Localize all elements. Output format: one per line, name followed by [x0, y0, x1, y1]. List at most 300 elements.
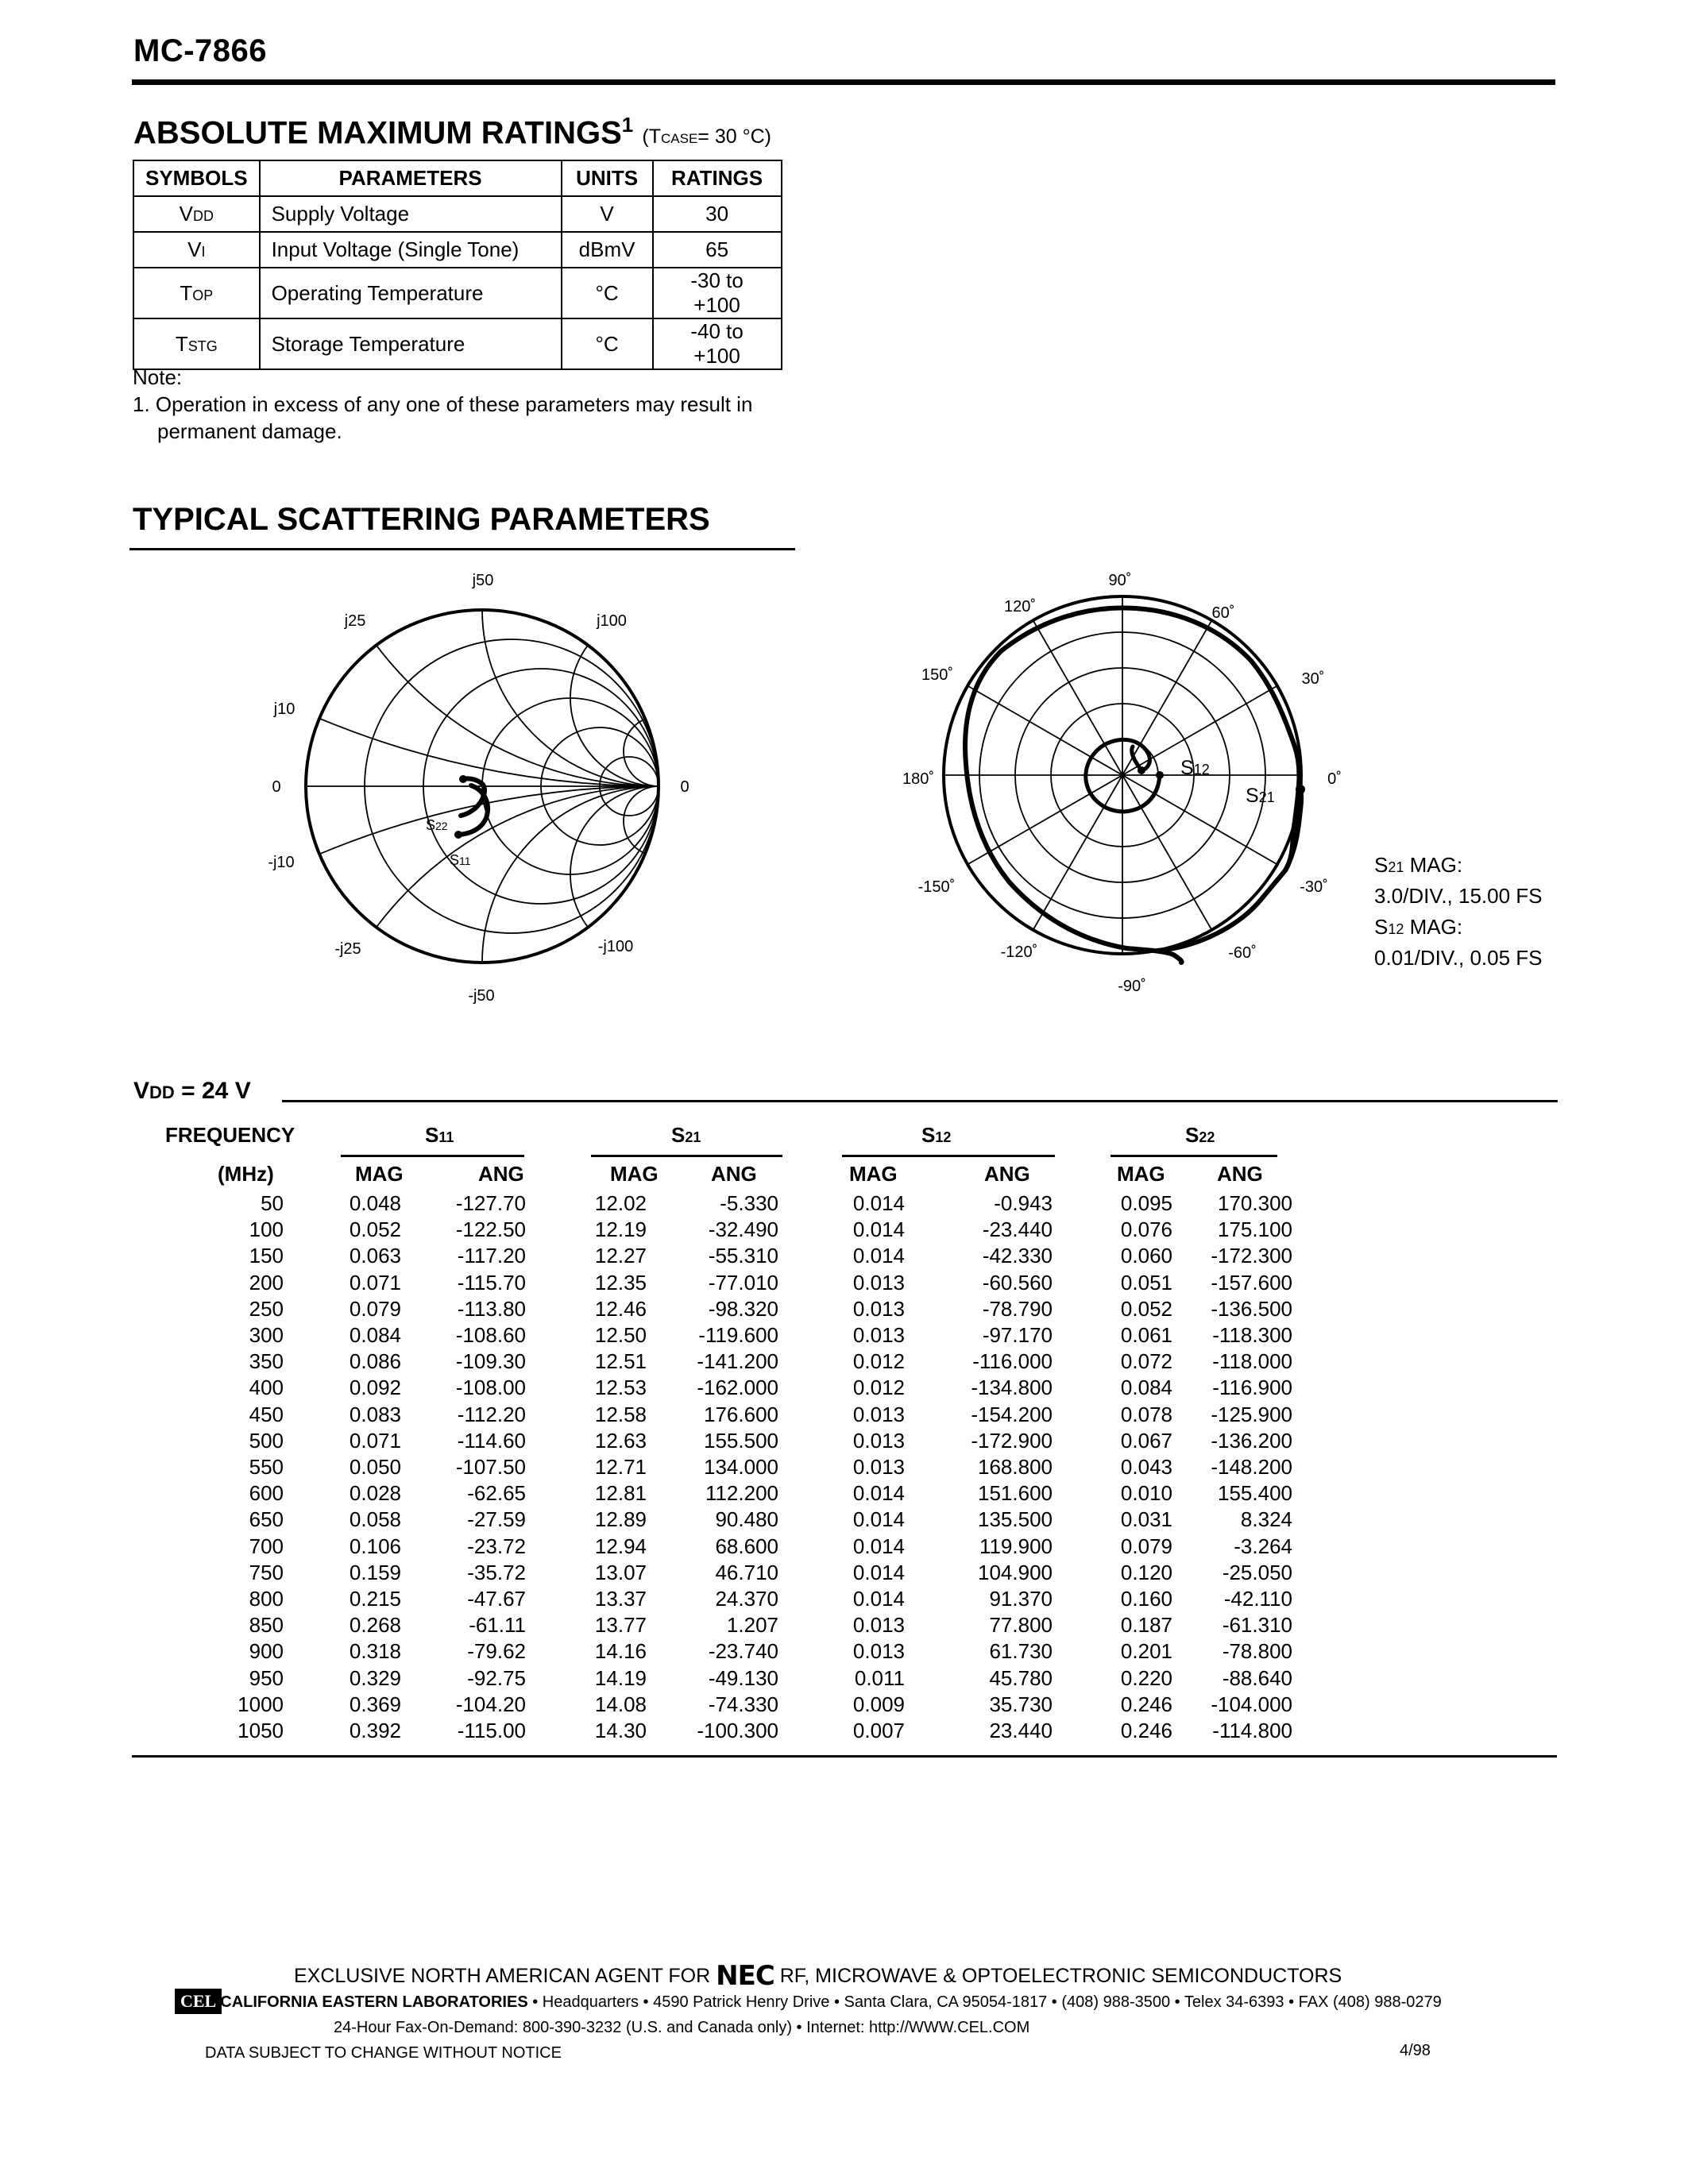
- s11-mag-cell: 0.084: [349, 1323, 401, 1347]
- scale-s12-value: 0.01/DIV., 0.05 FS: [1374, 946, 1543, 970]
- s12-mag-cell: 0.014: [852, 1534, 905, 1558]
- note-line-2: permanent damage.: [157, 419, 342, 443]
- smith-chart: [262, 556, 707, 1017]
- s22-mag-cell: 0.078: [1120, 1402, 1172, 1426]
- polar-grid: [944, 596, 1301, 954]
- parameter-cell: Input Voltage (Single Tone): [260, 232, 562, 268]
- parameter-cell: Storage Temperature: [260, 318, 562, 369]
- s22-mag-cell: 0.079: [1120, 1534, 1172, 1558]
- symbol-sub: I: [201, 244, 206, 260]
- header-rule: [132, 79, 1555, 85]
- s11-mag-cell: 0.079: [349, 1296, 401, 1321]
- s22-ang-cell: -78.800: [1222, 1639, 1292, 1664]
- group-rule-s11: [341, 1155, 524, 1157]
- s22-mag-cell: 0.160: [1120, 1587, 1172, 1611]
- smith-label-left-zero: 0: [272, 778, 281, 796]
- s21-mag-cell: 12.19: [594, 1217, 647, 1242]
- vdd-condition: [133, 1078, 251, 1105]
- s12-mag-cell: 0.014: [852, 1560, 905, 1584]
- s21-mag-cell: 13.77: [594, 1613, 647, 1638]
- scattering-rule: [129, 548, 795, 550]
- s11-mag-cell: 0.106: [349, 1534, 401, 1558]
- note-label: Note:: [133, 365, 183, 389]
- s11-mag-header: MAG: [355, 1162, 404, 1186]
- symbol: V: [187, 237, 202, 261]
- s22-mag-cell: 0.061: [1120, 1323, 1172, 1347]
- col-units: UNITS: [562, 160, 653, 196]
- s11-ang-cell: -122.50: [455, 1217, 526, 1242]
- polar-label-30: 30˚: [1301, 670, 1325, 688]
- s21-mag-header: MAG: [610, 1162, 659, 1186]
- s22-ang-cell: -42.110: [1223, 1587, 1292, 1611]
- group-s12: [921, 1123, 951, 1148]
- s21-ang-header: ANG: [711, 1162, 757, 1186]
- s22-mag-cell: 0.120: [1120, 1560, 1172, 1584]
- s22-mag-cell: 0.060: [1120, 1244, 1172, 1268]
- polar-label-90: 90˚: [1108, 572, 1132, 589]
- vdd-value: = 24 V: [174, 1078, 251, 1104]
- s11-mag-cell: 0.052: [349, 1217, 401, 1242]
- s12-ang-cell: -0.943: [994, 1191, 1053, 1215]
- s21-mag-cell: 12.71: [594, 1455, 647, 1479]
- s22-mag-cell: 0.220: [1120, 1665, 1172, 1690]
- s11-ang-cell: -113.80: [457, 1296, 526, 1321]
- s12-mag-cell: 0.007: [852, 1719, 905, 1742]
- s21-mag-cell: 12.02: [594, 1191, 647, 1215]
- s11-ang-cell: -114.60: [457, 1428, 526, 1453]
- table-bottom-rule: [132, 1755, 1557, 1758]
- s12-ang-cell: -116.000: [972, 1349, 1053, 1374]
- scale-s21-label: MAG:: [1409, 853, 1463, 877]
- scale-s21: S21 MAG:: [1374, 853, 1463, 877]
- s12-end-marker: [1138, 766, 1145, 774]
- s11-mag-cell: 0.071: [349, 1428, 401, 1453]
- smith-label-s11: S11: [450, 852, 471, 868]
- col-ratings: RATINGS: [653, 160, 782, 196]
- smith-label-mj10: -j10: [268, 854, 295, 871]
- table-header-row: [133, 160, 782, 196]
- scale-s12: S12 MAG:: [1374, 915, 1463, 939]
- s11-ang-cell: -115.70: [457, 1270, 526, 1295]
- company-name: CALIFORNIA EASTERN LABORATORIES: [220, 1993, 528, 2011]
- freq-cell: 100: [249, 1217, 284, 1242]
- parameter-cell: Operating Temperature: [260, 268, 562, 318]
- s21-ang-cell: 46.710: [715, 1560, 778, 1584]
- s21-sub: 21: [1258, 789, 1275, 805]
- polar-label-120: 120˚: [1003, 598, 1037, 615]
- group-s11: [425, 1123, 454, 1148]
- company-line: [176, 1990, 1442, 2012]
- s21-ang-cell: -98.320: [708, 1296, 778, 1321]
- s11-ang-cell: -127.70: [455, 1191, 526, 1215]
- s12-mag-cell: 0.013: [852, 1270, 905, 1295]
- s22-ang-cell: -61.310: [1222, 1613, 1292, 1638]
- s22-mag-cell: 0.076: [1120, 1217, 1172, 1242]
- s22-ang-cell: -118.000: [1212, 1349, 1292, 1374]
- s21-mag-cell: 12.50: [594, 1323, 647, 1347]
- s21-ang-cell: -162.000: [697, 1376, 778, 1400]
- s12-sub: 12: [1193, 762, 1210, 778]
- s22-ang-cell: 8.324: [1240, 1507, 1292, 1532]
- freq-cell: 1050: [238, 1719, 284, 1742]
- smith-label-mj100: -j100: [597, 938, 634, 955]
- freq-unit: (MHz): [218, 1162, 274, 1186]
- s11-ang-cell: -107.50: [455, 1455, 526, 1479]
- smith-label-j10: j10: [273, 700, 295, 718]
- s22-ang-header: ANG: [1217, 1162, 1263, 1186]
- s12-mag-cell: 0.014: [852, 1244, 905, 1268]
- s12-mag-cell: 0.013: [852, 1323, 905, 1347]
- s22-ang-cell: -136.200: [1211, 1428, 1292, 1453]
- s22-ang-cell: -25.050: [1222, 1560, 1292, 1584]
- s12-mag-cell: 0.014: [852, 1191, 905, 1215]
- group-s22: [1185, 1123, 1215, 1148]
- s22-ang-cell: 175.100: [1218, 1217, 1292, 1242]
- s21-start-marker: [1296, 785, 1305, 794]
- polar-label-m150: -150˚: [917, 878, 956, 896]
- s11-mag-cell: 0.215: [349, 1587, 401, 1611]
- nec-logo: NEC: [716, 1960, 774, 1992]
- s12-mag-cell: 0.013: [852, 1455, 905, 1479]
- s11-mag-cell: 0.063: [349, 1244, 401, 1268]
- s11-mag-cell: 0.028: [349, 1481, 401, 1506]
- s21-ang-cell: -23.740: [708, 1639, 778, 1664]
- symbol-cell: [133, 196, 260, 232]
- s21-ang-cell: 134.000: [704, 1455, 778, 1479]
- s22-ang-cell: -3.264: [1234, 1534, 1292, 1558]
- unit-cell: dBmV: [562, 232, 653, 268]
- s12-mag-cell: 0.013: [852, 1639, 905, 1664]
- smith-label-mj25: -j25: [334, 940, 361, 958]
- vdd-v: V: [133, 1078, 150, 1104]
- group-s11-sub: 11: [438, 1129, 454, 1145]
- group-s21-sub: 21: [685, 1129, 701, 1145]
- freq-cell: 1000: [238, 1692, 284, 1716]
- s21-mag-cell: 14.30: [594, 1719, 647, 1742]
- s22-mag-cell: 0.031: [1120, 1507, 1172, 1532]
- part-number: MC-7866: [133, 33, 268, 68]
- s22-ang-cell: -136.500: [1211, 1296, 1292, 1321]
- condition-sub: CASE: [661, 131, 698, 147]
- s12-mag-cell: 0.009: [852, 1692, 905, 1716]
- s21-mag-cell: 14.19: [594, 1665, 647, 1690]
- s22-mag-header: MAG: [1117, 1162, 1165, 1186]
- agent-pre: EXCLUSIVE NORTH AMERICAN AGENT FOR: [294, 1965, 711, 1987]
- smith-label-j100: j100: [597, 612, 627, 630]
- s21-mag-cell: 12.35: [594, 1270, 647, 1295]
- symbol-sub: STG: [187, 338, 218, 354]
- group-s22-s: S: [1185, 1123, 1199, 1147]
- x-arc: [262, 556, 707, 786]
- s11-ang-header: ANG: [478, 1162, 524, 1186]
- freq-cell: 700: [249, 1534, 284, 1558]
- s21-mag-cell: 12.58: [594, 1402, 647, 1426]
- fax-line: 24-Hour Fax-On-Demand: 800-390-3232 (U.S. and Canada only) • Internet: http://WWW.CEL.COM: [334, 2019, 1030, 2036]
- col-parameters: PARAMETERS: [260, 160, 562, 196]
- s21-ang-cell: -32.490: [708, 1217, 778, 1242]
- group-s12-s: S: [921, 1123, 936, 1147]
- footnote-mark: 1: [621, 113, 634, 137]
- freq-cell: 550: [249, 1455, 284, 1479]
- freq-cell: 500: [249, 1428, 284, 1453]
- smith-label-mj50: -j50: [468, 987, 495, 1005]
- s12-ang-cell: 45.780: [989, 1665, 1053, 1690]
- s21-ang-cell: 90.480: [715, 1507, 778, 1532]
- s22-ang-cell: 170.300: [1218, 1191, 1292, 1215]
- smith-label-right-zero: 0: [680, 778, 689, 796]
- polar-label-m30: -30˚: [1300, 878, 1328, 896]
- s22-mag-cell: 0.051: [1120, 1270, 1172, 1295]
- s12-mag-cell: 0.014: [852, 1587, 905, 1611]
- s11-mag-cell: 0.268: [349, 1613, 401, 1638]
- s12-ang-cell: -154.200: [971, 1402, 1053, 1426]
- s21-mag-cell: 12.63: [594, 1428, 647, 1453]
- s12-ang-cell: -23.440: [982, 1217, 1053, 1242]
- group-s21-s: S: [671, 1123, 686, 1147]
- col-symbols: SYMBOLS: [133, 160, 260, 196]
- freq-cell: 300: [249, 1323, 284, 1347]
- polar-label-s21: [1246, 785, 1275, 807]
- s21-mag-cell: 13.07: [594, 1560, 647, 1584]
- s12-ang-cell: 91.370: [989, 1587, 1053, 1611]
- s11-ang-cell: -23.72: [467, 1534, 526, 1558]
- s11-ang-cell: -109.30: [455, 1349, 526, 1374]
- s21-ang-cell: -55.310: [708, 1244, 778, 1268]
- s22-start-marker: [459, 775, 467, 783]
- freq-cell: 950: [249, 1665, 284, 1690]
- s11-ang-cell: -112.20: [457, 1402, 526, 1426]
- table-row: [133, 196, 782, 232]
- abs-max-table: [133, 160, 782, 370]
- s11-mag-cell: 0.369: [349, 1692, 401, 1716]
- polar-label-150: 150˚: [921, 666, 954, 684]
- s12-ang-cell: 151.600: [978, 1481, 1053, 1506]
- s21-ang-cell: 68.600: [715, 1534, 778, 1558]
- unit-cell: °C: [562, 268, 653, 318]
- s22-ang-cell: 155.400: [1218, 1481, 1292, 1506]
- s11-mag-cell: 0.048: [349, 1191, 401, 1215]
- s22-ang-cell: -125.900: [1211, 1402, 1292, 1426]
- s11-ang-cell: -79.62: [467, 1639, 526, 1664]
- s22-mag-cell: 0.187: [1120, 1613, 1172, 1638]
- freq-cell: 900: [249, 1639, 284, 1664]
- s22-mag-cell: 0.084: [1120, 1376, 1172, 1400]
- table-row: [133, 268, 782, 318]
- smith-label-j50: j50: [472, 572, 494, 589]
- freq-cell: 450: [249, 1402, 284, 1426]
- disclaimer: DATA SUBJECT TO CHANGE WITHOUT NOTICE: [205, 2044, 562, 2062]
- s22-ang-cell: -148.200: [1211, 1455, 1292, 1479]
- parameter-cell: Supply Voltage: [260, 196, 562, 232]
- vdd-sub: DD: [149, 1082, 175, 1102]
- s11-mag-cell: 0.318: [349, 1639, 401, 1664]
- freq-cell: 200: [249, 1270, 284, 1295]
- s22-mag-cell: 0.010: [1120, 1481, 1172, 1506]
- note-line-1: 1. Operation in excess of any one of these parameters may result in: [133, 392, 753, 416]
- s22-ang-cell: -114.800: [1212, 1719, 1292, 1742]
- s11-mag-cell: 0.083: [349, 1402, 401, 1426]
- polar-label-60: 60˚: [1211, 604, 1235, 622]
- s22-ang-cell: -88.640: [1222, 1665, 1292, 1690]
- s12-mag-header: MAG: [849, 1162, 898, 1186]
- s12-ang-cell: -97.170: [982, 1323, 1053, 1347]
- s11-ang-cell: -61.11: [469, 1613, 526, 1638]
- freq-cell: 50: [261, 1191, 284, 1215]
- symbol-sub: DD: [192, 208, 214, 224]
- s12-start-marker: [1156, 771, 1164, 779]
- s12-ang-cell: -172.900: [971, 1428, 1053, 1453]
- polar-label-m60: -60˚: [1228, 944, 1257, 962]
- freq-header: FREQUENCY: [165, 1123, 295, 1147]
- table-row: [133, 318, 782, 369]
- freq-cell: 150: [249, 1244, 284, 1268]
- s12-mag-cell: 0.011: [854, 1665, 905, 1690]
- polar-label-m90: -90˚: [1118, 978, 1146, 995]
- symbol-cell: [133, 318, 260, 369]
- s11-ang-cell: -27.59: [467, 1507, 526, 1532]
- scale-s12-label: MAG:: [1409, 915, 1463, 939]
- s11-mag-cell: 0.086: [349, 1349, 401, 1374]
- s11-ang-cell: -108.00: [455, 1376, 526, 1400]
- s11-ang-cell: -104.20: [455, 1692, 526, 1716]
- s11-ang-cell: -47.67: [467, 1587, 526, 1611]
- s11-mag-cell: 0.092: [349, 1376, 401, 1400]
- s11-mag-cell: 0.392: [349, 1719, 401, 1742]
- s22-ang-cell: -118.300: [1212, 1323, 1292, 1347]
- s21-mag-cell: 12.94: [594, 1534, 647, 1558]
- freq-cell: 600: [249, 1481, 284, 1506]
- freq-cell: 350: [249, 1349, 284, 1374]
- polar-chart: [890, 556, 1350, 1009]
- symbol-cell: [133, 232, 260, 268]
- s12-ang-cell: 35.730: [989, 1692, 1053, 1716]
- case-condition: [642, 125, 771, 148]
- s22-mag-cell: 0.067: [1120, 1428, 1172, 1453]
- smith-label-j25: j25: [344, 612, 366, 630]
- s21-ang-cell: -77.010: [708, 1270, 778, 1295]
- group-rule-s21: [591, 1155, 782, 1157]
- s21-mag-cell: 13.37: [594, 1587, 647, 1611]
- s11-ang-cell: -62.65: [467, 1481, 526, 1506]
- s12-mag-cell: 0.013: [852, 1613, 905, 1638]
- group-s21: [671, 1123, 701, 1148]
- s22-ang-cell: -104.000: [1211, 1692, 1292, 1716]
- s21-ang-cell: 176.600: [704, 1402, 778, 1426]
- s21-ang-cell: -119.600: [698, 1323, 778, 1347]
- group-s12-sub: 12: [935, 1129, 952, 1145]
- polar-label-s12: [1180, 757, 1210, 779]
- s22-ang-cell: -116.900: [1212, 1376, 1292, 1400]
- s12-ang-cell: -42.330: [982, 1244, 1053, 1268]
- s12-ang-cell: 104.900: [978, 1560, 1053, 1584]
- condition-post: = 30 °C): [697, 125, 771, 149]
- s11-ang-cell: -35.72: [467, 1560, 526, 1584]
- s21-ang-cell: -141.200: [697, 1349, 778, 1374]
- s11-mag-cell: 0.159: [349, 1560, 401, 1584]
- revision-date: 4/98: [1400, 2042, 1431, 2059]
- s12-mag-cell: 0.012: [852, 1376, 905, 1400]
- symbol: T: [180, 280, 193, 305]
- s11-start-marker: [454, 831, 462, 839]
- x-arc: [570, 610, 707, 786]
- symbol: V: [179, 202, 193, 226]
- agent-line: [294, 1960, 1342, 1992]
- polar-label-0: 0˚: [1327, 770, 1342, 788]
- s21-ang-cell: -100.300: [697, 1719, 778, 1742]
- s22-mag-cell: 0.072: [1120, 1349, 1172, 1374]
- s22-ang-cell: -157.600: [1211, 1270, 1292, 1295]
- polar-label-m120: -120˚: [1000, 943, 1038, 961]
- s12-ang-cell: 168.800: [978, 1455, 1053, 1479]
- polar-label-180: 180˚: [902, 770, 935, 788]
- s21-ang-cell: -49.130: [708, 1665, 778, 1690]
- s22-mag-cell: 0.246: [1120, 1692, 1172, 1716]
- abs-max-title-text: ABSOLUTE MAXIMUM RATINGS: [133, 115, 622, 151]
- s12-ang-cell: -134.800: [971, 1376, 1053, 1400]
- group-s11-s: S: [425, 1123, 439, 1147]
- s12-ang-cell: -78.790: [982, 1296, 1053, 1321]
- s22-mag-cell: 0.043: [1120, 1455, 1172, 1479]
- s11-ang-cell: -92.75: [467, 1665, 526, 1690]
- freq-cell: 850: [249, 1613, 284, 1638]
- s21-mag-cell: 12.53: [594, 1376, 647, 1400]
- s12-mag-cell: 0.013: [852, 1428, 905, 1453]
- group-rule-s12: [842, 1155, 1055, 1157]
- condition-pre: (T: [642, 125, 661, 149]
- freq-cell: 250: [249, 1296, 284, 1321]
- s11-ang-cell: -117.20: [457, 1244, 526, 1268]
- s22-ang-cell: -172.300: [1211, 1244, 1292, 1268]
- s21-ang-cell: -5.330: [720, 1191, 778, 1215]
- cel-logo: CEL: [176, 1990, 220, 2012]
- s21-mag-cell: 12.51: [594, 1349, 647, 1374]
- s11-mag-cell: 0.050: [349, 1455, 401, 1479]
- s21-mag-cell: 12.89: [594, 1507, 647, 1532]
- s11-ang-cell: -108.60: [455, 1323, 526, 1347]
- s22-mag-cell: 0.201: [1120, 1639, 1172, 1664]
- s21-ang-cell: -74.330: [708, 1692, 778, 1716]
- vdd-rule: [282, 1100, 1558, 1102]
- freq-cell: 750: [249, 1560, 284, 1584]
- s21-ang-cell: 24.370: [715, 1587, 778, 1611]
- s12-ang-cell: 119.900: [979, 1534, 1053, 1558]
- s12-ang-cell: 61.730: [989, 1639, 1053, 1664]
- s21-mag-cell: 14.16: [594, 1639, 647, 1664]
- s21-mag-cell: 12.46: [594, 1296, 647, 1321]
- s22-mag-cell: 0.095: [1120, 1191, 1172, 1215]
- s11-mag-cell: 0.329: [349, 1665, 401, 1690]
- s11-ang-cell: -115.00: [457, 1719, 526, 1742]
- s12-mag-cell: 0.014: [852, 1217, 905, 1242]
- s11-mag-cell: 0.058: [349, 1507, 401, 1532]
- unit-cell: V: [562, 196, 653, 232]
- s12-ang-cell: 23.440: [989, 1719, 1053, 1742]
- table-row: [133, 232, 782, 268]
- s12-ang-header: ANG: [984, 1162, 1030, 1186]
- s21-ang-cell: 112.200: [705, 1481, 778, 1506]
- s22-mag-cell: 0.052: [1120, 1296, 1172, 1321]
- group-s22-sub: 22: [1199, 1129, 1215, 1145]
- unit-cell: °C: [562, 318, 653, 369]
- freq-cell: 400: [249, 1376, 284, 1400]
- s12-ang-cell: -60.560: [982, 1270, 1053, 1295]
- s12-ang-cell: 77.800: [989, 1613, 1053, 1638]
- s12-mag-cell: 0.014: [852, 1481, 905, 1506]
- scale-s21-value: 3.0/DIV., 15.00 FS: [1374, 884, 1543, 908]
- rating-cell: 65: [653, 232, 782, 268]
- company-address: • Headquarters • 4590 Patrick Henry Drive • Santa Clara, CA 95054-1817 • (408) 988-3500 • Telex 34-6393 • FAX (408) 988-0279: [532, 1993, 1442, 2011]
- group-rule-s22: [1111, 1155, 1277, 1157]
